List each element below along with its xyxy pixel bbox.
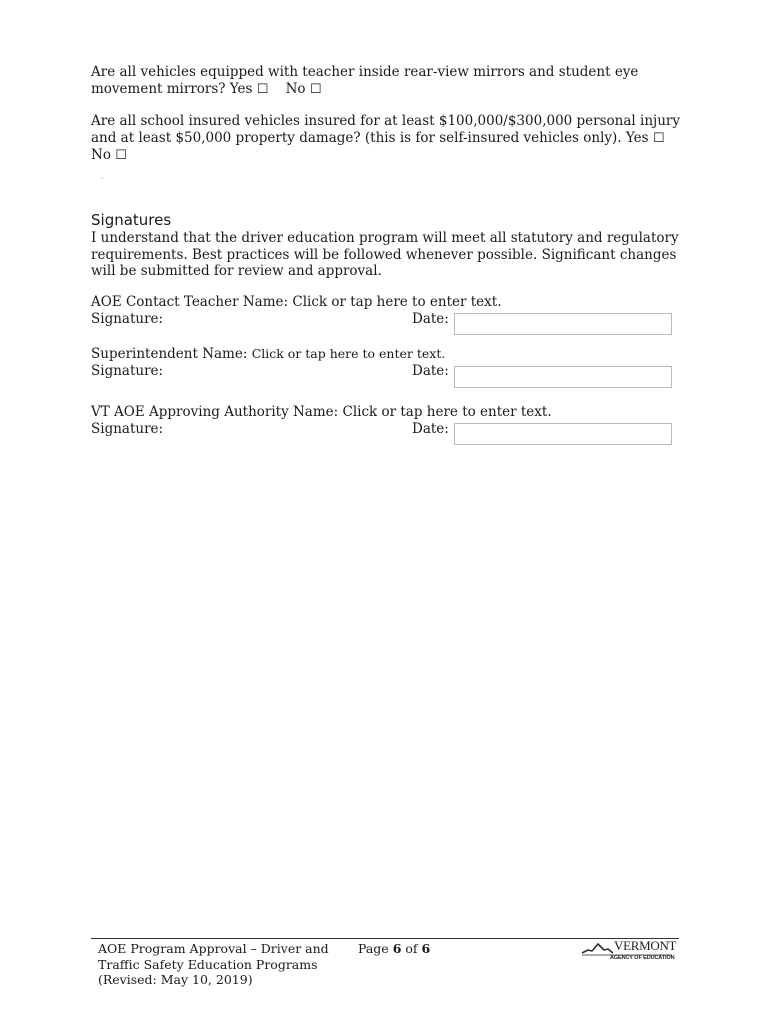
yes-checkbox[interactable]: ☐ — [256, 81, 269, 97]
no-checkbox[interactable]: ☐ — [309, 81, 322, 97]
signature-entry-authority — [91, 404, 681, 421]
question-insurance-text: Are all school insured vehicles insured for at least $100,000/$300,000 personal injury and at least $50,000 property damage? (this is for self-insured vehicles only). Yes — [91, 113, 681, 146]
stray-mark — [101, 178, 103, 179]
page-number — [358, 941, 430, 957]
superintendent-signature-label: Signature: — [91, 363, 164, 379]
superintendent-name-field[interactable]: Click or tap here to enter text. — [251, 346, 446, 361]
page-current: 6 — [392, 941, 402, 956]
page-of: of — [405, 941, 418, 956]
logo-wordmark: VERMONT — [614, 938, 677, 953]
signatures-statement: I understand that the driver education program will meet all statutory and regulatory requirements. Best practices will be followed whenever possible. Significant changes will be submitted for review and approval. — [91, 230, 679, 279]
authority-signature-label: Signature: — [91, 421, 164, 437]
question-mirrors — [91, 64, 681, 98]
teacher-signature-label: Signature: — [91, 311, 164, 327]
authority-name-field[interactable]: Click or tap here to enter text. — [342, 404, 552, 420]
page-total: 6 — [421, 941, 431, 956]
teacher-date-label: Date: — [412, 311, 449, 327]
question-mirrors-text: Are all vehicles equipped with teacher inside rear-view mirrors and student eye movement mirrors? Yes — [91, 64, 639, 97]
superintendent-date-label: Date: — [412, 363, 449, 379]
teacher-date-field[interactable] — [454, 313, 672, 335]
logo-subtitle: AGENCY OF EDUCATION — [610, 955, 675, 961]
question-insurance — [91, 113, 681, 165]
footer-doc-title: AOE Program Approval – Driver and Traffic Safety Education Programs (Revised: May 10, 2019) — [98, 941, 329, 987]
authority-name-label: VT AOE Approving Authority Name: — [91, 404, 339, 420]
authority-date-label: Date: — [412, 421, 449, 437]
signature-entry-superintendent — [91, 346, 681, 363]
superintendent-name-label: Superintendent Name: — [91, 346, 248, 362]
teacher-name-label: AOE Contact Teacher Name: — [91, 294, 289, 310]
no-label: No — [285, 80, 306, 97]
no-checkbox[interactable]: ☐ — [115, 148, 127, 163]
page-prefix: Page — [358, 941, 389, 956]
teacher-name-field[interactable]: Click or tap here to enter text. — [292, 294, 502, 310]
superintendent-date-field[interactable] — [454, 366, 672, 388]
signature-entry-teacher — [91, 294, 681, 311]
yes-checkbox[interactable]: ☐ — [652, 130, 665, 146]
signatures-heading: Signatures — [91, 211, 172, 229]
no-label: No — [91, 147, 111, 163]
authority-date-field[interactable] — [454, 423, 672, 445]
